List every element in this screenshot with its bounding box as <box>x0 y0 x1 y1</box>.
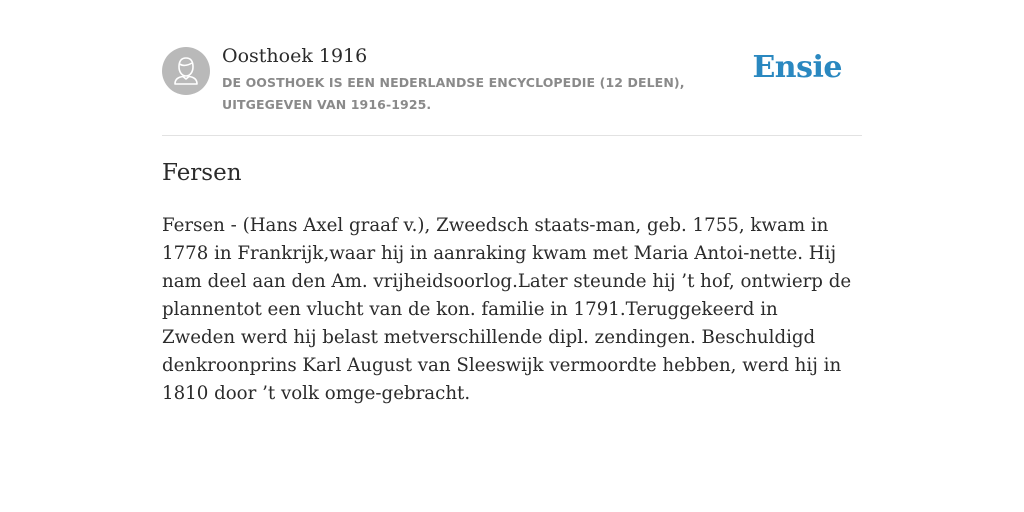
page-container <box>162 0 862 404</box>
avatar[interactable] <box>162 47 210 95</box>
entry-body: Fersen - (Hans Axel graaf v.), Zweedsch staats-man, geb. 1755, kwam in 1778 in Frankrijk,waar hij in aanraking kwam met Maria Antoi-nette. Hij nam deel aan den Am. vrijheidsoorlog.Later steunde hij ’t hof, ontwierp de plannentot een vlucht van de kon. familie in 1791.Teruggekeerd in Zweden werd hij belast metverschillende dipl. zendingen. Beschuldigd denkroonprins Karl August van Sleeswijk vermoordte hebben, werd hij in 1810 door ’t volk omge-gebracht. <box>162 215 852 404</box>
source-header <box>162 0 862 136</box>
source-title[interactable]: Oosthoek 1916 <box>222 45 368 67</box>
entry-title: Fersen <box>162 160 242 186</box>
user-icon <box>162 47 210 95</box>
source-description: DE OOSTHOEK IS EEN NEDERLANDSE ENCYCLOPEDIE (12 DELEN), UITGEGEVEN VAN 1916-1925. <box>222 75 685 112</box>
brand-logo[interactable]: Ensie <box>752 50 842 85</box>
